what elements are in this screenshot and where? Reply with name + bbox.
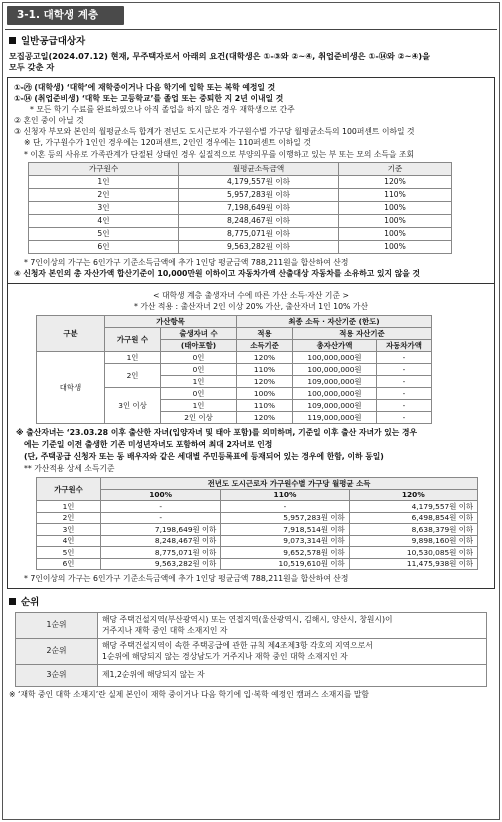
table-cell: 8,775,071원 이하 xyxy=(101,547,221,559)
table-cell: 120% xyxy=(237,376,293,388)
table-cell: 2인 xyxy=(29,188,179,201)
table-cell: - xyxy=(101,512,221,524)
bonus-header-group: 구분 xyxy=(37,316,105,352)
table-cell: 110% xyxy=(339,188,452,201)
rank-desc xyxy=(98,613,487,639)
table-row xyxy=(37,501,478,513)
table-cell: 0인 xyxy=(161,388,237,400)
table-row xyxy=(29,201,452,214)
intro-line-1: 모집공고일(2024.07.12) 현재, 무주택자로서 아래의 요건(대학생은 ①-③와 ②~④, 취업준비생은 ①-⑭와 ②~④)을 xyxy=(9,51,431,61)
bonus-box xyxy=(7,284,495,590)
table-cell: 100,000,000원 xyxy=(293,388,377,400)
detail-header-100: 100% xyxy=(101,489,221,501)
table-cell: 100% xyxy=(339,240,452,253)
bonus-subtitle: * 가산 적용 : 출산자녀 2인 이상 20% 가산, 출산자녀 1인 10% 가산 xyxy=(134,302,368,312)
table-cell: 109,000,000원 xyxy=(293,400,377,412)
table-cell: - xyxy=(377,352,432,364)
table-cell: 9,073,314원 이하 xyxy=(221,535,349,547)
intro-line-2: 모두 갖춘 자 xyxy=(9,62,55,73)
bonus-table xyxy=(36,315,432,424)
detail-header-top: 전년도 도시근로자 가구원수별 가구당 월평균 소득 xyxy=(101,478,478,490)
table-cell: - xyxy=(377,364,432,376)
general-heading xyxy=(9,36,497,48)
table-row xyxy=(16,665,487,687)
table-cell: 9,563,282원 이하 xyxy=(101,558,221,570)
table-cell: 10,530,085원 이하 xyxy=(349,547,477,559)
bonus-header-births: 출생자녀 수 xyxy=(161,328,237,340)
req-1b: ①-⑭ (취업준비생) ‘대학 또는 고등학교’를 졸업 또는 중퇴한 지 2년 이내일 것 xyxy=(14,94,284,104)
table-cell: 1인 xyxy=(161,376,237,388)
table-cell: 5,957,283원 이하 xyxy=(221,512,349,524)
table-cell: 4,179,557원 이하 xyxy=(179,175,339,188)
table-cell: - xyxy=(221,501,349,513)
table-row xyxy=(16,639,487,665)
income-table xyxy=(28,162,452,254)
rank-desc-line: 해당 주택건설지역(부산광역시) 또는 연접지역(울산광역시, 김해시, 양산시, 창원시)이 xyxy=(102,614,393,624)
table-row xyxy=(29,227,452,240)
table-cell: 0인 xyxy=(161,352,237,364)
table-cell: 5인 xyxy=(29,227,179,240)
detail-table-note: * 7인이상의 가구는 6인가구 기준소득금액에 추가 1인당 평균금액 788,211원을 합산하여 산정 xyxy=(24,574,349,584)
requirements-box xyxy=(7,77,495,284)
bonus-people-2: 2인 xyxy=(105,364,161,388)
table-cell: 3인 xyxy=(37,524,101,536)
table-row xyxy=(29,214,452,227)
rank-heading-text: 순위 xyxy=(21,597,40,609)
table-cell: 100% xyxy=(339,201,452,214)
req-4: ④ 신청자 본인의 총 자산가액 합산기준이 10,000만원 이하이고 자동차가액 산출대상 자동차를 소유하고 있지 않을 것 xyxy=(14,268,421,278)
table-cell: 10,519,610원 이하 xyxy=(221,558,349,570)
req-3-note-2: * 이혼 등의 사유로 가족관계가 단절된 상태인 경우 실질적으로 부양의무를 이행하고 있는 부 또는 모의 소득을 조회 xyxy=(24,149,415,159)
table-cell: 1인 xyxy=(29,175,179,188)
birth-note-1: ※ 출산자녀는 ‘23.03.28 이후 출산한 자녀(입양자녀 및 태아 포함)를 의미하며, 기준일 이후 출산 자녀가 있는 경우 xyxy=(16,428,418,438)
table-cell: 100,000,000원 xyxy=(293,364,377,376)
footer-note: ※ ‘재학 중인 대학 소재지’란 실제 본인이 재학 중이거나 다음 학기에 입·복학 예정인 캠퍼스 소재지를 말함 xyxy=(9,690,369,700)
income-table-note: * 7인이상의 가구는 6인가구 기준소득금액에 추가 1인당 평균금액 788,211원을 합산하여 산정 xyxy=(24,257,349,267)
table-cell: 6인 xyxy=(37,558,101,570)
table-cell: 119,000,000원 xyxy=(293,412,377,424)
income-header-amount: 월평균소득금액 xyxy=(179,162,339,175)
table-cell: 6,498,854원 이하 xyxy=(349,512,477,524)
rank-label: 3순위 xyxy=(16,665,98,687)
table-cell: 2인 이상 xyxy=(161,412,237,424)
rank-heading xyxy=(9,597,497,609)
birth-note-4: ** 가산적용 상세 소득기준 xyxy=(24,464,115,474)
rank-table xyxy=(15,612,487,687)
table-cell: 8,775,071원 이하 xyxy=(179,227,339,240)
table-cell: - xyxy=(377,400,432,412)
table-cell: - xyxy=(377,412,432,424)
table-cell: 4인 xyxy=(29,214,179,227)
bonus-header-add: 가산항목 xyxy=(105,316,237,328)
table-cell: 2인 xyxy=(37,512,101,524)
bonus-header-car: 자동차가액 xyxy=(377,340,432,352)
req-3-note-1: ※ 단, 가구원수가 1인인 경우에는 120퍼센트, 2인인 경우에는 110퍼센트 이하일 것 xyxy=(24,138,311,148)
table-row xyxy=(29,188,452,201)
table-cell: 5인 xyxy=(37,547,101,559)
detail-header-110: 110% xyxy=(221,489,349,501)
table-row xyxy=(37,558,478,570)
table-cell: 100,000,000원 xyxy=(293,352,377,364)
table-cell: 1인 xyxy=(37,501,101,513)
rank-label: 1순위 xyxy=(16,613,98,639)
section-title: 3-1. 대학생 계층 xyxy=(7,6,124,25)
bonus-header-people: 가구원 수 xyxy=(105,328,161,352)
section-divider xyxy=(5,29,497,30)
table-row xyxy=(37,535,478,547)
income-header-standard: 기준 xyxy=(339,162,452,175)
table-cell: 7,198,649원 이하 xyxy=(179,201,339,214)
bonus-people-1: 1인 xyxy=(105,352,161,364)
table-cell: - xyxy=(101,501,221,513)
table-cell: 100% xyxy=(237,388,293,400)
table-cell: 120% xyxy=(237,352,293,364)
bonus-title: < 대학생 계층 출생자녀 수에 따른 가산 소득·자산 기준 > xyxy=(152,290,349,300)
table-row xyxy=(37,547,478,559)
table-cell: - xyxy=(377,388,432,400)
req-1a: ①-㉮ (대학생) ‘대학’에 재학중이거나 다음 학기에 입학 또는 복학 예정일 것 xyxy=(14,83,276,93)
general-intro xyxy=(9,51,497,73)
bonus-group-label: 대학생 xyxy=(37,352,105,424)
req-1b-note: * 모든 학기 수료를 완료하였으나 아직 졸업을 하지 않은 경우 재학생으로 간주 xyxy=(30,105,295,115)
rank-desc xyxy=(98,665,487,687)
table-cell: 9,563,282원 이하 xyxy=(179,240,339,253)
rank-desc-line: 거주지나 재학 중인 대학 소재지인 자 xyxy=(102,625,228,635)
general-heading-text: 일반공급대상자 xyxy=(21,36,86,48)
detail-header-120: 120% xyxy=(349,489,477,501)
table-row xyxy=(29,240,452,253)
table-cell: 4인 xyxy=(37,535,101,547)
table-cell: 5,957,283원 이하 xyxy=(179,188,339,201)
table-cell: 9,898,160원 이하 xyxy=(349,535,477,547)
bonus-header-rate-2: 소득기준 xyxy=(237,340,293,352)
rank-desc-line: 해당 주택건설지역이 속한 주택공급에 관한 규칙 제4조제3항 각호의 지역으로서 xyxy=(102,640,373,650)
rank-label: 2순위 xyxy=(16,639,98,665)
table-row xyxy=(16,613,487,639)
table-cell: 109,000,000원 xyxy=(293,376,377,388)
birth-note-3: (단, 주택공급 신청자 또는 동 배우자와 같은 세대별 주민등록표에 등재되어 있는 경우에 한함, 이하 동일) xyxy=(24,452,384,462)
detail-income-table xyxy=(36,477,478,570)
table-row xyxy=(37,524,478,536)
bonus-header-births-2: (태아포함) xyxy=(161,340,237,352)
table-cell: 9,652,578원 이하 xyxy=(221,547,349,559)
birth-note-2: 에는 기준일 이전 출생한 기존 미성년자녀도 포함하여 최대 2자녀로 인정 xyxy=(24,440,273,450)
table-row xyxy=(29,175,452,188)
square-bullet-icon xyxy=(9,598,16,605)
square-bullet-icon xyxy=(9,37,16,44)
table-cell: 8,248,467원 이하 xyxy=(179,214,339,227)
table-cell: 100% xyxy=(339,227,452,240)
table-cell: 110% xyxy=(237,364,293,376)
table-cell: 110% xyxy=(237,400,293,412)
table-cell: 8,248,467원 이하 xyxy=(101,535,221,547)
rank-desc-line: 제1,2순위에 해당되지 않는 자 xyxy=(102,670,205,680)
bonus-header-asset: 적용 자산기준 xyxy=(293,328,432,340)
bonus-header-rate: 적용 xyxy=(237,328,293,340)
table-cell: 7,198,649원 이하 xyxy=(101,524,221,536)
req-2: ② 혼인 중이 아닐 것 xyxy=(14,116,84,126)
bonus-people-3: 3인 이상 xyxy=(105,388,161,424)
table-cell: 0인 xyxy=(161,364,237,376)
income-header-people: 가구원수 xyxy=(29,162,179,175)
req-3: ③ 신청자 부모와 본인의 월평균소득 합계가 전년도 도시근로자 가구원수별 가구당 월평균소득의 100퍼센트 이하일 것 xyxy=(14,127,415,137)
table-cell: 3인 xyxy=(29,201,179,214)
detail-header-people: 가구원수 xyxy=(37,478,101,501)
bonus-header-final: 최종 소득 · 자산기준 (한도) xyxy=(237,316,432,328)
table-cell: 120% xyxy=(237,412,293,424)
table-row xyxy=(37,512,478,524)
table-row xyxy=(37,352,432,364)
table-cell: - xyxy=(377,376,432,388)
table-cell: 6인 xyxy=(29,240,179,253)
table-cell: 1인 xyxy=(161,400,237,412)
table-cell: 120% xyxy=(339,175,452,188)
table-cell: 7,918,514원 이하 xyxy=(221,524,349,536)
table-cell: 11,475,938원 이하 xyxy=(349,558,477,570)
bonus-header-total: 총자산가액 xyxy=(293,340,377,352)
rank-desc-line: 1순위에 해당되지 않는 경상남도가 거주지나 재학 중인 대학 소재지인 자 xyxy=(102,651,348,661)
rank-desc xyxy=(98,639,487,665)
table-cell: 4,179,557원 이하 xyxy=(349,501,477,513)
table-cell: 100% xyxy=(339,214,452,227)
table-cell: 8,638,379원 이하 xyxy=(349,524,477,536)
